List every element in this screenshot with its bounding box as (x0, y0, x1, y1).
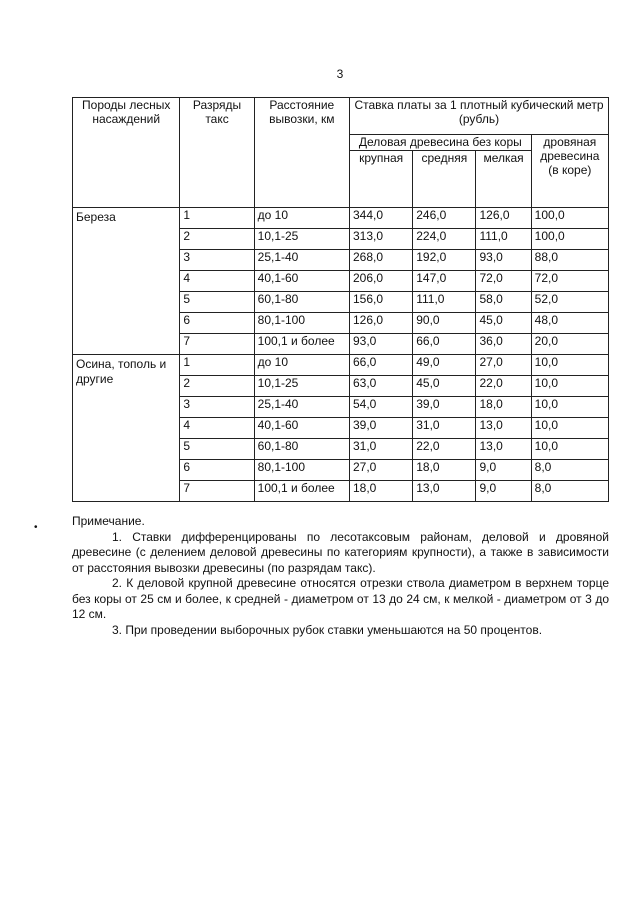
notes-section (72, 514, 609, 638)
margin-mark: • (34, 522, 38, 533)
note-item-1: 1. Ставки дифференцированы по лесотаксовым районам, деловой и дровяной древесине (с делением деловой древесины по категориям крупности), а также в зависимости от расстояния вывозки древесины (по разрядам такс). (72, 529, 609, 575)
small-rate-cell: 111,0 (476, 229, 531, 250)
page-number: 3 (336, 67, 344, 81)
medium-rate-cell: 22,0 (413, 439, 476, 460)
small-rate-cell: 13,0 (476, 418, 531, 439)
small-rate-cell: 9,0 (476, 481, 531, 502)
distance-cell: 80,1-100 (254, 460, 349, 481)
header-fuel-wood: дровяная древесина (в коре) (531, 135, 608, 208)
distance-cell: 25,1-40 (254, 397, 349, 418)
fuel-rate-cell: 10,0 (531, 439, 608, 460)
fuel-rate-cell: 52,0 (531, 292, 608, 313)
tax-class-cell: 1 (180, 355, 254, 376)
large-rate-cell: 54,0 (350, 397, 413, 418)
medium-rate-cell: 224,0 (413, 229, 476, 250)
fuel-rate-cell: 20,0 (531, 334, 608, 355)
distance-cell: 100,1 и более (254, 334, 349, 355)
fuel-rate-cell: 8,0 (531, 481, 608, 502)
header-large: крупная (350, 151, 413, 208)
tax-class-cell: 3 (180, 250, 254, 271)
species-cell: Береза (73, 208, 180, 355)
header-species: Породы лесных насаждений (73, 98, 180, 208)
tax-class-cell: 7 (180, 481, 254, 502)
note-item-2: 2. К деловой крупной древесине относятся отрезки ствола диаметром в верхнем торце без коры от 25 см и более, к средней - диаметром от 13 до 24 см, к мелкой - диаметром от 3 до 12 см. (72, 576, 609, 621)
small-rate-cell: 58,0 (476, 292, 531, 313)
distance-cell: до 10 (254, 208, 349, 229)
medium-rate-cell: 246,0 (413, 208, 476, 229)
distance-cell: 60,1-80 (254, 439, 349, 460)
small-rate-cell: 13,0 (476, 439, 531, 460)
distance-cell: 40,1-60 (254, 418, 349, 439)
large-rate-cell: 268,0 (350, 250, 413, 271)
small-rate-cell: 22,0 (476, 376, 531, 397)
species-cell: Осина, тополь и другие (73, 355, 180, 502)
tax-class-cell: 6 (180, 313, 254, 334)
large-rate-cell: 206,0 (350, 271, 413, 292)
distance-cell: 25,1-40 (254, 250, 349, 271)
rates-table (72, 97, 609, 502)
large-rate-cell: 63,0 (350, 376, 413, 397)
medium-rate-cell: 111,0 (413, 292, 476, 313)
small-rate-cell: 126,0 (476, 208, 531, 229)
large-rate-cell: 93,0 (350, 334, 413, 355)
distance-cell: 60,1-80 (254, 292, 349, 313)
small-rate-cell: 36,0 (476, 334, 531, 355)
distance-cell: 80,1-100 (254, 313, 349, 334)
small-rate-cell: 45,0 (476, 313, 531, 334)
small-rate-cell: 27,0 (476, 355, 531, 376)
tax-class-cell: 1 (180, 208, 254, 229)
tax-class-cell: 4 (180, 271, 254, 292)
tax-class-cell: 7 (180, 334, 254, 355)
fuel-rate-cell: 10,0 (531, 397, 608, 418)
medium-rate-cell: 18,0 (413, 460, 476, 481)
tax-class-cell: 2 (180, 229, 254, 250)
fuel-rate-cell: 100,0 (531, 208, 608, 229)
medium-rate-cell: 66,0 (413, 334, 476, 355)
fuel-rate-cell: 10,0 (531, 376, 608, 397)
large-rate-cell: 313,0 (350, 229, 413, 250)
distance-cell: 100,1 и более (254, 481, 349, 502)
fuel-rate-cell: 48,0 (531, 313, 608, 334)
large-rate-cell: 18,0 (350, 481, 413, 502)
medium-rate-cell: 45,0 (413, 376, 476, 397)
tax-class-cell: 5 (180, 292, 254, 313)
medium-rate-cell: 39,0 (413, 397, 476, 418)
medium-rate-cell: 13,0 (413, 481, 476, 502)
fuel-rate-cell: 88,0 (531, 250, 608, 271)
large-rate-cell: 39,0 (350, 418, 413, 439)
rates-table-body (73, 98, 609, 502)
large-rate-cell: 156,0 (350, 292, 413, 313)
tax-class-cell: 2 (180, 376, 254, 397)
medium-rate-cell: 192,0 (413, 250, 476, 271)
table-row (73, 355, 609, 376)
fuel-rate-cell: 100,0 (531, 229, 608, 250)
distance-cell: 10,1-25 (254, 229, 349, 250)
tax-class-cell: 5 (180, 439, 254, 460)
medium-rate-cell: 49,0 (413, 355, 476, 376)
large-rate-cell: 31,0 (350, 439, 413, 460)
large-rate-cell: 27,0 (350, 460, 413, 481)
distance-cell: до 10 (254, 355, 349, 376)
table-row (73, 208, 609, 229)
header-medium: средняя (413, 151, 476, 208)
small-rate-cell: 9,0 (476, 460, 531, 481)
fuel-rate-cell: 10,0 (531, 355, 608, 376)
header-business-wood: Деловая древесина без коры (350, 135, 532, 151)
tax-class-cell: 6 (180, 460, 254, 481)
large-rate-cell: 66,0 (350, 355, 413, 376)
distance-cell: 40,1-60 (254, 271, 349, 292)
header-row-1 (73, 98, 609, 135)
header-rate: Ставка платы за 1 плотный кубический метр (рубль) (350, 98, 609, 135)
fuel-rate-cell: 72,0 (531, 271, 608, 292)
notes-title: Примечание. (72, 514, 145, 528)
header-small: мелкая (476, 151, 531, 208)
large-rate-cell: 126,0 (350, 313, 413, 334)
large-rate-cell: 344,0 (350, 208, 413, 229)
medium-rate-cell: 147,0 (413, 271, 476, 292)
small-rate-cell: 72,0 (476, 271, 531, 292)
medium-rate-cell: 90,0 (413, 313, 476, 334)
fuel-rate-cell: 10,0 (531, 418, 608, 439)
small-rate-cell: 93,0 (476, 250, 531, 271)
tax-class-cell: 4 (180, 418, 254, 439)
distance-cell: 10,1-25 (254, 376, 349, 397)
fuel-rate-cell: 8,0 (531, 460, 608, 481)
header-distance: Расстояние вывозки, км (254, 98, 349, 208)
small-rate-cell: 18,0 (476, 397, 531, 418)
header-tax-class: Разряды такс (180, 98, 254, 208)
tax-class-cell: 3 (180, 397, 254, 418)
note-item-3: 3. При проведении выборочных рубок ставки уменьшаются на 50 процентов. (112, 622, 543, 637)
medium-rate-cell: 31,0 (413, 418, 476, 439)
